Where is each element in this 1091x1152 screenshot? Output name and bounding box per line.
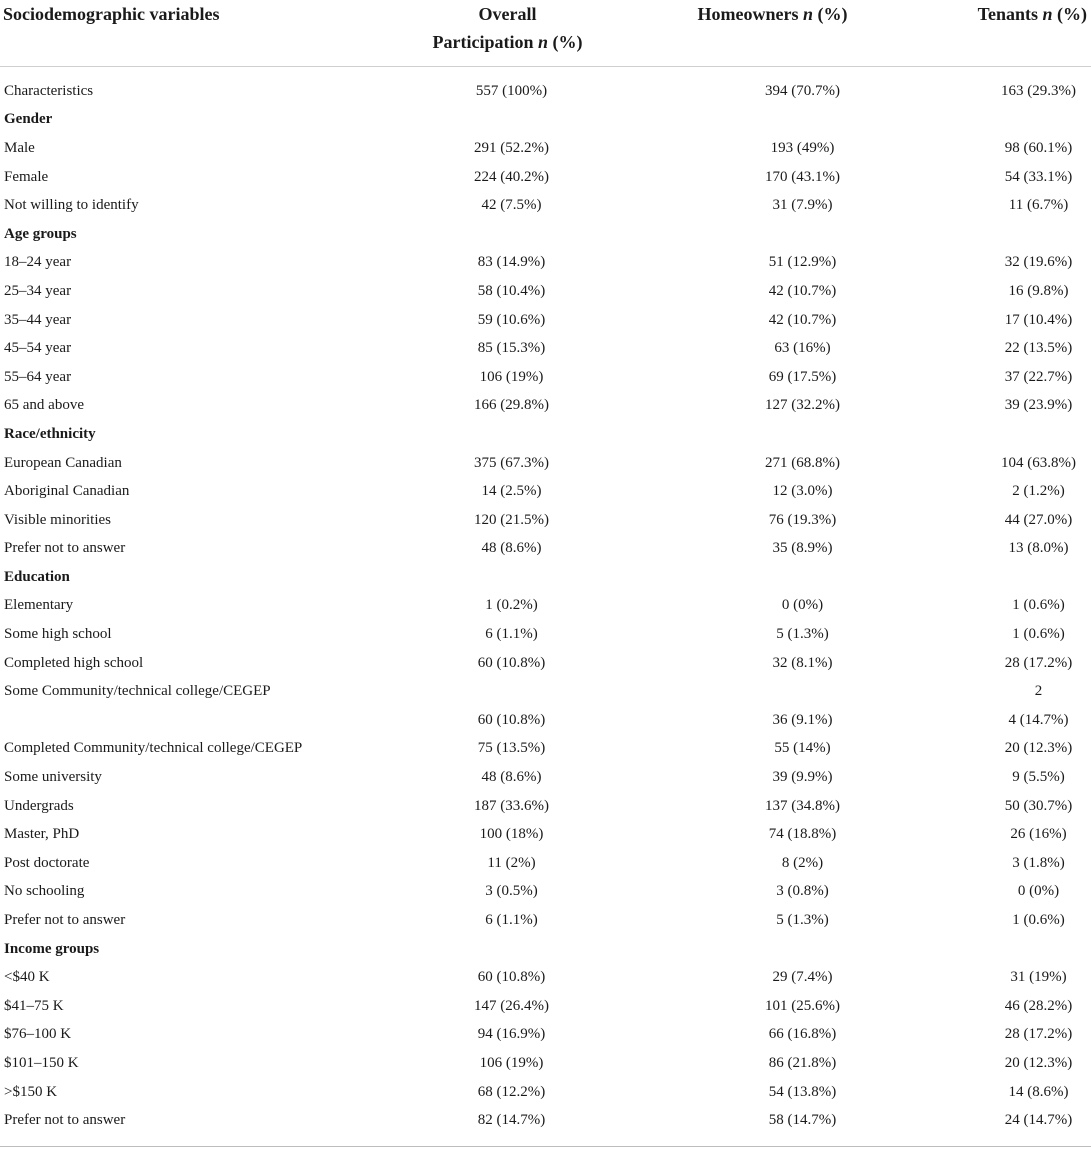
overall-cell: 106 (19%) [479,368,544,385]
variable-cell: Gender [4,111,53,128]
overall-cell: 48 (8.6%) [481,769,542,786]
homeowners-cell: 51 (12.9%) [768,254,837,271]
table-row [0,277,1091,306]
tenants-cell: 54 (33.1%) [1004,168,1073,185]
overall-cell: 375 (67.3%) [474,454,549,471]
homeowners-cell: 101 (25.6%) [765,997,840,1014]
overall-cell: 14 (2.5%) [481,483,542,500]
homeowners-cell: 3 (0.8%) [776,883,829,900]
overall-cell: 100 (18%) [479,826,544,843]
tenants-cell [910,220,1091,249]
variable-cell: Not willing to identify [4,197,139,214]
homeowners-cell: 12 (3.0%) [772,483,833,500]
variable-cell: Characteristics [4,82,94,99]
variable-cell: Some high school [4,626,112,643]
overall-cell: 291 (52.2%) [474,139,549,156]
variable-cell: No schooling [4,883,85,900]
tenants-cell: 28 (17.2%) [1004,654,1073,671]
header-overall-n: n [537,32,548,52]
variable-cell: $76–100 K [4,1026,72,1043]
variable-cell: 18–24 year [4,254,72,271]
tenants-cell: 0 (0%) [1017,883,1060,900]
overall-cell: 106 (19%) [479,1054,544,1071]
tenants-cell: 11 (6.7%) [1008,197,1069,214]
overall-cell [380,106,635,135]
homeowners-cell: 42 (10.7%) [768,282,837,299]
variable-cell: Elementary [4,597,74,614]
table-row [0,849,1091,878]
table-row [0,306,1091,335]
variable-cell: Race/ethnicity [4,425,96,442]
overall-cell: 3 (0.5%) [485,883,538,900]
section-header-row [0,220,1091,249]
table-body [0,67,1091,1135]
homeowners-cell [635,220,910,249]
homeowners-cell: 31 (7.9%) [772,197,833,214]
tenants-cell: 22 (13.5%) [1004,340,1073,357]
section-header-row [0,420,1091,449]
tenants-cell: 104 (63.8%) [1001,454,1076,471]
header-variables [0,0,380,67]
tenants-cell: 3 (1.8%) [1012,854,1065,871]
homeowners-cell: 8 (2%) [781,854,824,871]
table-row [0,677,1091,706]
overall-cell: 147 (26.4%) [474,997,549,1014]
table-row [0,163,1091,192]
table-row [0,134,1091,163]
overall-cell: 83 (14.9%) [477,254,546,271]
table-row [0,535,1091,564]
variable-cell: >$150 K [4,1083,58,1100]
table-row [0,249,1091,278]
table-row [0,620,1091,649]
homeowners-cell [635,420,910,449]
variable-cell: $101–150 K [4,1054,79,1071]
tenants-cell: 13 (8.0%) [1008,540,1069,557]
tenants-cell: 50 (30.7%) [1004,797,1073,814]
overall-cell: 557 (100%) [475,82,548,99]
variable-cell: European Canadian [4,454,122,471]
overall-cell [380,220,635,249]
tenants-cell: 20 (12.3%) [1004,740,1073,757]
homeowners-cell: 76 (19.3%) [768,511,837,528]
overall-cell: 166 (29.8%) [474,397,549,414]
table-row [0,449,1091,478]
table-row [0,191,1091,220]
overall-cell: 1 (0.2%) [485,597,538,614]
tenants-cell [910,420,1091,449]
overall-cell: 59 (10.6%) [477,311,546,328]
homeowners-cell: 5 (1.3%) [776,912,829,929]
table-row [0,878,1091,907]
table-row [0,820,1091,849]
homeowners-cell [635,677,910,706]
table-header [0,0,1091,67]
header-overall [380,0,635,67]
variable-cell: Completed Community/technical college/CEGEP [4,740,303,757]
tenants-cell: 14 (8.6%) [1008,1083,1069,1100]
variable-cell: Post doctorate [4,854,90,871]
overall-cell: 75 (13.5%) [477,740,546,757]
variable-cell: Visible minorities [4,511,112,528]
bottom-rule [0,1146,1091,1147]
table-row [0,392,1091,421]
variable-cell: Undergrads [4,797,74,814]
header-homeowners [635,0,910,67]
homeowners-cell: 63 (16%) [774,340,831,357]
homeowners-cell: 36 (9.1%) [772,711,833,728]
tenants-cell: 2 (1.2%) [1012,483,1065,500]
overall-cell [380,563,635,592]
tenants-cell: 1 (0.6%) [1012,597,1065,614]
tenants-cell: 32 (19.6%) [1004,254,1073,271]
header-tenants [910,0,1091,67]
header-overall-line1: Overall [478,4,537,24]
variable-cell: Prefer not to answer [4,912,126,929]
overall-cell: 94 (16.9%) [477,1026,546,1043]
header-variables-label: Sociodemographic variables [3,4,220,24]
overall-cell: 58 (10.4%) [477,282,546,299]
header-row [0,0,1091,67]
variable-cell: Income groups [4,940,100,957]
overall-cell: 6 (1.1%) [485,912,538,929]
table-row [0,735,1091,764]
overall-cell: 60 (10.8%) [477,969,546,986]
variable-cell: Master, PhD [4,826,80,843]
table-row [0,992,1091,1021]
variable-cell: $41–75 K [4,997,64,1014]
table-row [0,792,1091,821]
variable-cell: Prefer not to answer [4,1112,126,1129]
section-header-row [0,563,1091,592]
overall-cell: 85 (15.3%) [477,340,546,357]
tenants-cell: 2 [1034,683,1043,700]
table-row [0,67,1091,106]
variable-cell: Male [4,139,35,156]
header-homeowners-pct: (%) [817,4,848,24]
table-row [0,963,1091,992]
table-row [0,363,1091,392]
overall-cell: 42 (7.5%) [481,197,542,214]
tenants-cell: 1 (0.6%) [1012,912,1065,929]
overall-cell: 6 (1.1%) [485,626,538,643]
homeowners-cell: 29 (7.4%) [772,969,833,986]
tenants-cell: 31 (19%) [1010,969,1067,986]
tenants-cell: 24 (14.7%) [1004,1112,1073,1129]
variable-cell: <$40 K [4,969,50,986]
table-row [0,1021,1091,1050]
homeowners-cell: 5 (1.3%) [776,626,829,643]
variable-cell: Prefer not to answer [4,540,126,557]
homeowners-cell [635,106,910,135]
tenants-cell: 17 (10.4%) [1004,311,1073,328]
variable-cell: Completed high school [4,654,144,671]
homeowners-cell: 54 (13.8%) [768,1083,837,1100]
homeowners-cell: 193 (49%) [770,139,835,156]
table-row [0,649,1091,678]
homeowners-cell: 66 (16.8%) [768,1026,837,1043]
overall-cell: 60 (10.8%) [477,654,546,671]
overall-cell: 224 (40.2%) [474,168,549,185]
tenants-cell: 39 (23.9%) [1004,397,1073,414]
homeowners-cell: 39 (9.9%) [772,769,833,786]
table-row [0,334,1091,363]
table-row [0,706,1091,735]
table-row [0,592,1091,621]
homeowners-cell [635,563,910,592]
overall-cell: 120 (21.5%) [474,511,549,528]
overall-cell: 48 (8.6%) [481,540,542,557]
header-tenants-n: n [1042,4,1053,24]
homeowners-cell: 0 (0%) [781,597,824,614]
variable-cell: 45–54 year [4,340,72,357]
variable-cell: Age groups [4,225,77,242]
variable-cell: 65 and above [4,397,84,414]
homeowners-cell: 137 (34.8%) [765,797,840,814]
tenants-cell [910,106,1091,135]
homeowners-cell: 58 (14.7%) [768,1112,837,1129]
overall-cell: 187 (33.6%) [474,797,549,814]
homeowners-cell: 35 (8.9%) [772,540,833,557]
section-header-row [0,106,1091,135]
table-row [0,1049,1091,1078]
tenants-cell: 163 (29.3%) [1001,82,1076,99]
variable-cell: Some Community/technical college/CEGEP [4,683,271,700]
tenants-cell: 44 (27.0%) [1004,511,1073,528]
tenants-cell: 9 (5.5%) [1012,769,1065,786]
homeowners-cell [635,935,910,964]
overall-cell: 68 (12.2%) [477,1083,546,1100]
header-homeowners-n: n [802,4,813,24]
tenants-cell: 37 (22.7%) [1004,368,1073,385]
homeowners-cell: 394 (70.7%) [765,82,840,99]
variable-cell: 25–34 year [4,282,72,299]
header-homeowners-label: Homeowners [697,4,799,24]
homeowners-cell: 42 (10.7%) [768,311,837,328]
overall-cell [380,677,635,706]
tenants-cell: 28 (17.2%) [1004,1026,1073,1043]
tenants-cell: 20 (12.3%) [1004,1054,1073,1071]
tenants-cell: 46 (28.2%) [1004,997,1073,1014]
table-row [0,763,1091,792]
overall-cell: 60 (10.8%) [477,711,546,728]
tenants-cell: 98 (60.1%) [1004,139,1073,156]
variable-cell: Some university [4,769,102,786]
tenants-cell: 4 (14.7%) [1008,711,1069,728]
homeowners-cell: 271 (68.8%) [765,454,840,471]
variable-cell: Female [4,168,49,185]
header-tenants-label: Tenants [977,4,1038,24]
tenants-cell [910,935,1091,964]
homeowners-cell: 55 (14%) [774,740,831,757]
variable-cell: Education [4,568,70,585]
table-row [0,906,1091,935]
homeowners-cell: 32 (8.1%) [772,654,833,671]
table-row [0,1106,1091,1135]
variable-cell: 55–64 year [4,368,72,385]
homeowners-cell: 74 (18.8%) [768,826,837,843]
header-overall-pct: (%) [552,32,583,52]
overall-cell: 11 (2%) [487,854,536,871]
homeowners-cell: 86 (21.8%) [768,1054,837,1071]
table-row [0,506,1091,535]
table-row [0,477,1091,506]
table-row [0,1078,1091,1107]
variable-cell: 35–44 year [4,311,72,328]
variable-cell: Aboriginal Canadian [4,483,130,500]
header-overall-line2: Participation [432,32,534,52]
tenants-cell: 1 (0.6%) [1012,626,1065,643]
overall-cell [380,935,635,964]
section-header-row [0,935,1091,964]
variable-cell [0,706,380,735]
overall-cell [380,420,635,449]
homeowners-cell: 170 (43.1%) [765,168,840,185]
overall-cell: 82 (14.7%) [477,1112,546,1129]
homeowners-cell: 69 (17.5%) [768,368,837,385]
tenants-cell: 16 (9.8%) [1008,282,1069,299]
homeowners-cell: 127 (32.2%) [765,397,840,414]
tenants-cell: 26 (16%) [1010,826,1067,843]
header-tenants-pct: (%) [1057,4,1087,24]
tenants-cell [910,563,1091,592]
